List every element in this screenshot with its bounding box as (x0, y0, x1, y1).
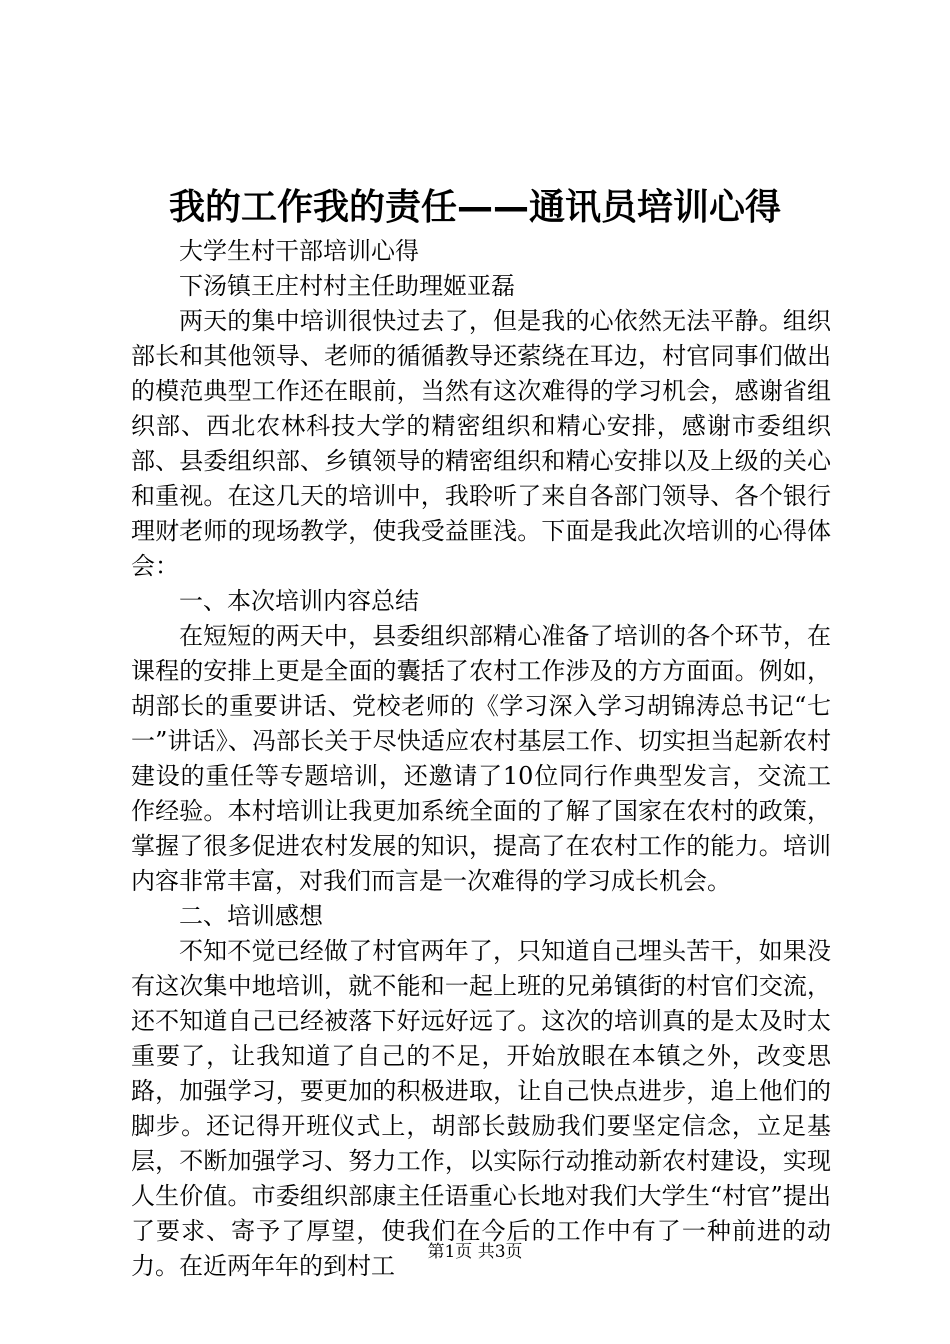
paragraph-intro: 两天的集中培训很快过去了，但是我的心依然无法平静。组织部长和其他领导、老师的循循教导还萦绕在耳边，村官同事们做出的模范典型工作还在眼前，当然有这次难得的学习机会，感谢省组织部、西北农林科技大学的精密组织和精心安排，感谢市委组织部、县委组织部、乡镇领导的精密组织和精心安排以及上级的关心和重视。在这几天的培训中，我聆听了来自各部门领导、各个银行理财老师的现场教学，使我受益匪浅。下面是我此次培训的心得体会： (131, 307, 831, 580)
author-line: 下汤镇王庄村村主任助理姬亚磊 (179, 272, 515, 300)
document-title: 我的工作我的责任——通讯员培训心得 (168, 187, 781, 228)
section-heading-summary: 一、本次培训内容总结 (179, 587, 419, 615)
paragraph-summary: 在短短的两天中，县委组织部精心准备了培训的各个环节，在课程的安排上更是全面的囊括了农村工作涉及的方方面面。例如，胡部长的重要讲话、党校老师的《学习深入学习胡锦涛总书记“七一”讲话》、冯部长关于尽快适应农村基层工作、切实担当起新农村建设的重任等专题培训，还邀请了10位同行作典型发言，交流工作经验。本村培训让我更加系统全面的了解了国家在农村的政策，掌握了很多促进农村发展的知识，提高了在农村工作的能力。培训内容非常丰富，对我们而言是一次难得的学习成长机会。 (131, 622, 831, 895)
subtitle-line: 大学生村干部培训心得 (179, 237, 419, 265)
paragraph-reflections: 不知不觉已经做了村官两年了，只知道自己埋头苦干，如果没有这次集中地培训，就不能和一起上班的兄弟镇街的村官们交流，还不知道自己已经被落下好远好远了。这次的培训真的是太及时太重要了，让我知道了自己的不足，开始放眼在本镇之外，改变思路，加强学习，要更加的积极进取，让自己快点进步，追上他们的脚步。还记得开班仪式上，胡部长鼓励我们要坚定信念，立足基层，不断加强学习、努力工作，以实际行动推动新农村建设，实现人生价值。市委组织部康主任语重心长地对我们大学生“村官”提出了要求、寄予了厚望，使我们在今后的工作中有了一种前进的动力。在近两年年的到村工 (131, 937, 831, 1280)
page-footer: 第1页 共3页 (427, 1242, 523, 1262)
document-body (131, 234, 831, 1284)
section-heading-reflections: 二、培训感想 (179, 902, 323, 930)
